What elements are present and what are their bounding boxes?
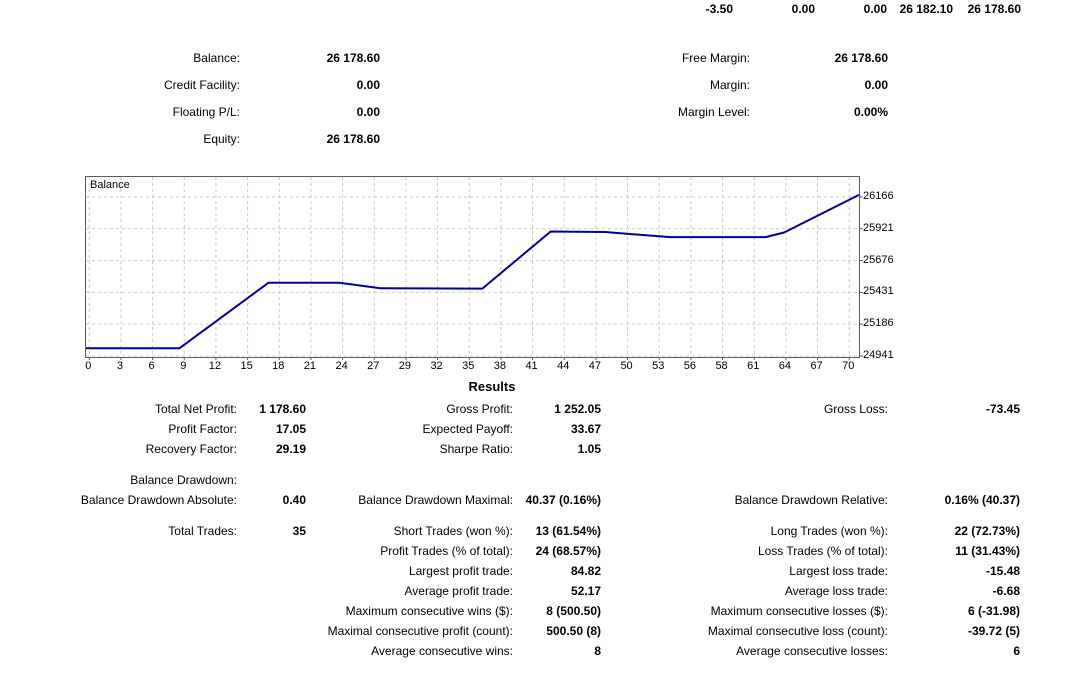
account-value: 0.00 (356, 78, 380, 92)
result-label (0, 644, 237, 658)
y-tick-label: 25921 (863, 221, 894, 234)
results-title: Results (468, 379, 516, 394)
result-label: Balance Drawdown: (130, 473, 237, 487)
account-row (100, 78, 380, 92)
deal-summary-value: 26 178.60 (967, 2, 1021, 16)
y-tick-label: 25431 (863, 285, 894, 298)
result-label: Short Trades (won %): (393, 524, 513, 538)
result-value: 1.05 (577, 442, 601, 456)
result-label: Total Trades: (168, 524, 237, 538)
x-tick-label: 50 (620, 360, 633, 372)
result-value (237, 473, 306, 487)
result-label: Long Trades (won %): (770, 524, 888, 538)
x-tick-label: 27 (367, 360, 380, 372)
account-label: Balance: (193, 51, 240, 65)
y-tick-label: 24941 (863, 348, 894, 361)
account-value: 0.00 (356, 105, 380, 119)
result-label: Maximum consecutive wins ($): (345, 604, 513, 618)
deal-summary-value: -3.50 (705, 2, 733, 16)
result-value (237, 644, 306, 658)
result-label: Largest loss trade: (789, 564, 888, 578)
result-value: 13 (61.54%) (535, 524, 601, 538)
account-value: 26 178.60 (326, 51, 380, 65)
result-label: Balance Drawdown Absolute: (80, 493, 237, 507)
x-tick-label: 18 (272, 360, 285, 372)
result-label: Profit Factor: (168, 422, 237, 436)
result-value: -39.72 (5) (967, 624, 1020, 638)
account-value: 0.00 (864, 78, 888, 92)
result-label (0, 624, 237, 638)
x-tick-label: 15 (240, 360, 253, 372)
result-label (0, 604, 237, 618)
result-label: Sharpe Ratio: (439, 442, 513, 456)
balance-chart-plot[interactable] (86, 177, 859, 357)
result-value: 1 178.60 (259, 402, 306, 416)
result-label (0, 564, 237, 578)
result-value: 8 (500.50) (546, 604, 601, 618)
result-value (513, 473, 601, 487)
result-label (601, 473, 888, 487)
x-tick-label: 64 (778, 360, 792, 372)
result-value: 35 (292, 524, 306, 538)
x-tick-label: 56 (683, 360, 697, 372)
result-value: 24 (68.57%) (535, 544, 601, 558)
x-tick-label: 6 (148, 360, 155, 372)
result-label: Total Net Profit: (154, 402, 237, 416)
result-label: Gross Profit: (446, 402, 513, 416)
results-row (0, 442, 1021, 456)
y-tick-label: 26166 (863, 189, 894, 202)
result-value: -15.48 (985, 564, 1020, 578)
deal-summary-value: 0.00 (863, 2, 887, 16)
result-label: Average profit trade: (404, 584, 513, 598)
result-value: 29.19 (275, 442, 306, 456)
account-summary-left (100, 51, 380, 146)
result-label (601, 422, 888, 436)
results-row (0, 524, 1021, 538)
x-tick-label: 0 (85, 360, 92, 372)
x-tick-label: 58 (715, 360, 728, 372)
results-group (0, 402, 1021, 456)
result-value: 22 (72.73%) (954, 524, 1020, 538)
result-value (888, 442, 1020, 456)
x-tick-label: 29 (398, 360, 412, 372)
account-label: Credit Facility: (163, 78, 240, 92)
result-value: -6.68 (992, 584, 1020, 598)
x-tick-label: 35 (462, 360, 475, 372)
x-tick-label: 41 (525, 360, 538, 372)
result-label: Gross Loss: (823, 402, 888, 416)
result-value (888, 422, 1020, 436)
result-label: Maximal consecutive loss (count): (707, 624, 888, 638)
result-value: 0.40 (282, 493, 306, 507)
account-label: Floating P/L: (172, 105, 240, 119)
result-label: Largest profit trade: (408, 564, 513, 578)
chart-legend-balance: Balance (90, 179, 130, 191)
x-tick-label: 44 (557, 360, 570, 372)
result-label: Average consecutive losses: (736, 644, 888, 658)
results-row (0, 402, 1021, 416)
x-tick-label: 47 (588, 360, 602, 372)
result-value (237, 624, 306, 638)
result-label: Average consecutive wins: (371, 644, 513, 658)
result-value: 40.37 (0.16%) (525, 493, 601, 507)
deal-summary-value: 26 182.10 (899, 2, 953, 16)
result-value: -73.45 (985, 402, 1020, 416)
account-label: Free Margin: (681, 51, 750, 65)
account-row (560, 51, 888, 65)
account-row (100, 132, 380, 146)
x-tick-label: 70 (842, 360, 855, 372)
balance-line-series (86, 195, 859, 348)
results-row (0, 584, 1021, 598)
results-row (0, 604, 1021, 618)
result-label: Average loss trade: (784, 584, 888, 598)
result-label (0, 584, 237, 598)
result-value: 0.16% (40.37) (944, 493, 1020, 507)
account-row (560, 78, 888, 92)
x-tick-label: 61 (747, 360, 760, 372)
x-tick-label: 24 (335, 360, 348, 372)
x-tick-label: 53 (652, 360, 665, 372)
result-label (0, 544, 237, 558)
result-label: Maximal consecutive profit (count): (327, 624, 513, 638)
y-tick-label: 25186 (863, 317, 894, 330)
result-value: 33.67 (570, 422, 601, 436)
result-value (888, 473, 1020, 487)
account-label: Equity: (203, 132, 240, 146)
results-row (0, 422, 1021, 436)
results-row (0, 644, 1021, 658)
result-label: Expected Payoff: (422, 422, 513, 436)
account-value: 26 178.60 (834, 51, 888, 65)
result-value: 11 (31.43%) (955, 544, 1020, 558)
account-row (100, 105, 380, 119)
y-tick-label: 25676 (863, 253, 894, 266)
deal-summary-value: 0.00 (791, 2, 815, 16)
account-row (100, 51, 380, 65)
x-tick-label: 38 (493, 360, 507, 372)
x-tick-label: 32 (430, 360, 443, 372)
result-value: 8 (594, 644, 601, 658)
results-row (0, 624, 1021, 638)
results-group (0, 473, 1021, 507)
x-tick-label: 9 (180, 360, 187, 372)
account-label: Margin: (709, 78, 750, 92)
result-value (237, 564, 306, 578)
results-table (0, 402, 1021, 664)
x-tick-label: 12 (208, 360, 222, 372)
account-row (560, 105, 888, 119)
x-tick-label: 21 (303, 360, 317, 372)
account-value: 0.00% (853, 105, 888, 119)
results-row (0, 544, 1021, 558)
result-label: Balance Drawdown Relative: (734, 493, 888, 507)
results-row (0, 493, 1021, 507)
balance-chart[interactable] (85, 176, 860, 358)
result-label: Balance Drawdown Maximal: (358, 493, 513, 507)
result-value: 6 (-31.98) (967, 604, 1020, 618)
result-value: 6 (1013, 644, 1020, 658)
account-summary-right (560, 51, 888, 119)
result-value: 17.05 (275, 422, 306, 436)
result-value (237, 604, 306, 618)
result-label: Maximum consecutive losses ($): (710, 604, 888, 618)
x-tick-label: 67 (810, 360, 823, 372)
result-value: 84.82 (570, 564, 601, 578)
result-value: 1 252.05 (554, 402, 601, 416)
result-label: Recovery Factor: (145, 442, 237, 456)
results-row (0, 473, 1021, 487)
result-value: 500.50 (8) (546, 624, 601, 638)
x-tick-label: 3 (116, 360, 123, 372)
result-label (601, 442, 888, 456)
result-label: Loss Trades (% of total): (757, 544, 888, 558)
result-value (237, 584, 306, 598)
result-value (237, 544, 306, 558)
account-value: 26 178.60 (326, 132, 380, 146)
result-label (306, 473, 513, 487)
result-label: Profit Trades (% of total): (380, 544, 513, 558)
result-value: 52.17 (570, 584, 601, 598)
results-row (0, 564, 1021, 578)
account-label: Margin Level: (677, 105, 750, 119)
results-group (0, 524, 1021, 658)
